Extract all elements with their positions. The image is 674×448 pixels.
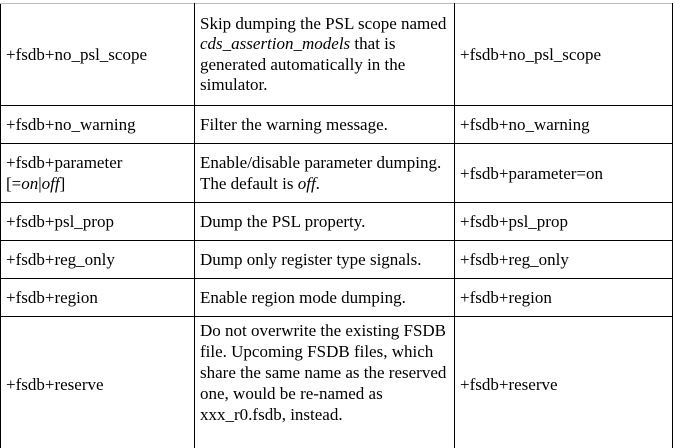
- table-row: [1, 317, 673, 448]
- option-syntax: [=on|off]: [6, 174, 66, 193]
- description-cell: [195, 144, 455, 203]
- description-text: .: [315, 174, 320, 193]
- example-cell: +fsdb+parameter=on: [455, 144, 673, 203]
- description-text: that is generated automatically in the simulator.: [200, 34, 406, 94]
- example-cell: +fsdb+psl_prop: [455, 203, 673, 241]
- option-cell: +fsdb+psl_prop: [1, 203, 195, 241]
- table-row: [1, 241, 673, 279]
- table-row: [1, 144, 673, 203]
- description-emphasis: cds_assertion_models: [200, 34, 351, 53]
- description-cell: Filter the warning message.: [195, 106, 455, 144]
- table-row: [1, 4, 673, 106]
- description-text: Skip dumping the PSL scope named: [200, 13, 447, 33]
- description-cell: [195, 4, 455, 106]
- option-cell: +fsdb+region: [1, 279, 195, 317]
- example-cell: +fsdb+reg_only: [455, 241, 673, 279]
- example-cell: +fsdb+reserve: [455, 317, 673, 448]
- table-row: [1, 106, 673, 144]
- table-row: [1, 279, 673, 317]
- option-cell: +fsdb+no_psl_scope: [1, 4, 195, 106]
- table-row: [1, 203, 673, 241]
- option-cell: [1, 144, 195, 203]
- fsdb-options-table: [0, 3, 673, 448]
- description-cell: Do not overwrite the existing FSDB file. Upcoming FSDB files, which share the same name as the reserved one, would be re-named as xxx_r0.fsdb, instead.: [195, 317, 455, 448]
- description-emphasis: off: [297, 174, 316, 193]
- example-cell: +fsdb+no_psl_scope: [455, 4, 673, 106]
- description-text: Enable/disable parameter dumping. The default is: [200, 153, 442, 193]
- description-cell: Dump the PSL property.: [195, 203, 455, 241]
- option-cell: +fsdb+reserve: [1, 317, 195, 448]
- example-cell: +fsdb+region: [455, 279, 673, 317]
- description-cell: Enable region mode dumping.: [195, 279, 455, 317]
- option-name: +fsdb+parameter: [6, 153, 123, 172]
- description-cell: Dump only register type signals.: [195, 241, 455, 279]
- option-cell: +fsdb+no_warning: [1, 106, 195, 144]
- option-cell: +fsdb+reg_only: [1, 241, 195, 279]
- example-cell: +fsdb+no_warning: [455, 106, 673, 144]
